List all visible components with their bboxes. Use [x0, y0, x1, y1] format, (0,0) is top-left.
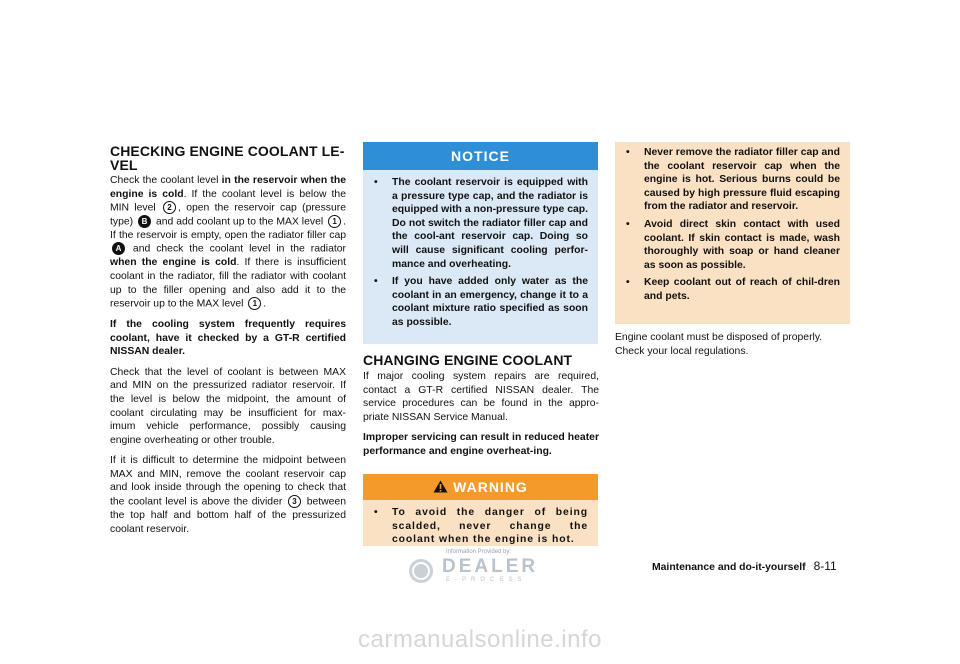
page-number: 8-11	[813, 559, 837, 573]
notice-title: NOTICE	[363, 142, 598, 170]
warning-item: • Avoid direct skin contact with used coolant. If skin contact is made, wash thoroughly with soap or hand cleaner as soon as possible.	[626, 218, 840, 271]
callout-1-icon: 1	[328, 215, 341, 228]
callout-b-icon: B	[138, 215, 151, 228]
dealer-logo	[408, 549, 546, 587]
notice-item: • The coolant reservoir is equipped with a pressure type cap, and the radiator is equipped with a non-pressure type cap. Do not switch the radiator filler cap and the cool-ant reservoir cap. Doing so will cause significant cooling perfor-mance and overheating.	[374, 177, 588, 270]
paragraph-midpoint: If it is difficult to determine the midpoint between MAX and MIN, remove the coolant reservoir cap and look inside through the opening to check that the coolant level is above the divider 3 between the top half and bottom half of the pressurized coolant reservoir.	[110, 455, 346, 535]
page-footer	[652, 559, 837, 573]
column-right	[615, 331, 851, 365]
callout-a-icon: A	[112, 242, 125, 255]
heading-changing-coolant: CHANGING ENGINE COOLANT	[363, 352, 573, 368]
callout-1-icon: 1	[248, 297, 261, 310]
heading-checking-coolant: CHECKING ENGINE COOLANT LE-VEL	[110, 143, 345, 173]
notice-box	[363, 142, 598, 344]
callout-2-icon: 2	[163, 201, 176, 214]
dealer-emblem-icon	[408, 558, 434, 584]
dealer-sub-text: E-PROCESS	[446, 577, 527, 583]
site-watermark: carmanualsonline.info	[358, 626, 602, 653]
paragraph-improper-servicing: Improper servicing can result in reduced heater performance and engine overheat-ing.	[363, 432, 599, 457]
warning-item: • To avoid the danger of being scalded, never change the coolant when the engine is hot.	[374, 507, 588, 546]
paragraph-major-repairs: If major cooling system repairs are required, contact a GT-R certified NISSAN dealer. The service procedures can be found in the appro-priate NISSAN Service Manual.	[363, 371, 599, 423]
notice-item: • If you have added only water as the coolant in an emergency, change it to a coolant mixture ratio specified as soon as possible.	[374, 276, 588, 328]
paragraph-level-between: Check that the level of coolant is between MAX and MIN on the pressurized radiator reservoir. If the level is below the midpoint, the amount of coolant circulating may be insufficient for max-imum vehicle performance, possibly causing engine overheating or other trouble.	[110, 366, 346, 446]
warning-title: WARNING	[453, 479, 528, 495]
warning-header	[363, 474, 598, 500]
paragraph-check-level: Check the coolant level in the reservoir when the engine is cold. If the coolant level is below the MIN level 2 , open the reservoir cap (pressure type) B and add coolant up to the MAX level 1 . If the reservoir is empty, open the radiator filler cap A and check the coolant level in the radiator when the engine is cold. If there is insufficient coolant in the radiator, fill the radiator with coolant up to the filler opening and also add it to the reservoir up to the MAX level 1 .	[110, 175, 346, 310]
warning-box	[363, 474, 598, 546]
footer-section: Maintenance and do-it-yourself	[652, 562, 806, 573]
warning-triangle-icon	[433, 475, 448, 501]
warning-item: • Never remove the radiator filler cap and the coolant reservoir cap when the engine is hot. Serious burns could be caused by high pressure fluid escaping from the radiator and reservoir.	[626, 147, 840, 213]
column-left	[110, 144, 346, 543]
callout-3-icon: 3	[288, 495, 301, 508]
dealer-provided-text: Information Provided by:	[446, 549, 512, 555]
warning-continued-box	[615, 142, 850, 324]
column-middle	[363, 353, 599, 466]
paragraph-frequent-coolant: If the cooling system frequently requires coolant, have it checked by a GT-R certified NISSAN dealer.	[110, 318, 346, 358]
warning-item: • Keep coolant out of reach of chil-dren and pets.	[626, 277, 840, 302]
paragraph-disposal: Engine coolant must be disposed of properly. Check your local regulations.	[615, 332, 823, 357]
dealer-brand-text: DEALER	[442, 556, 539, 577]
